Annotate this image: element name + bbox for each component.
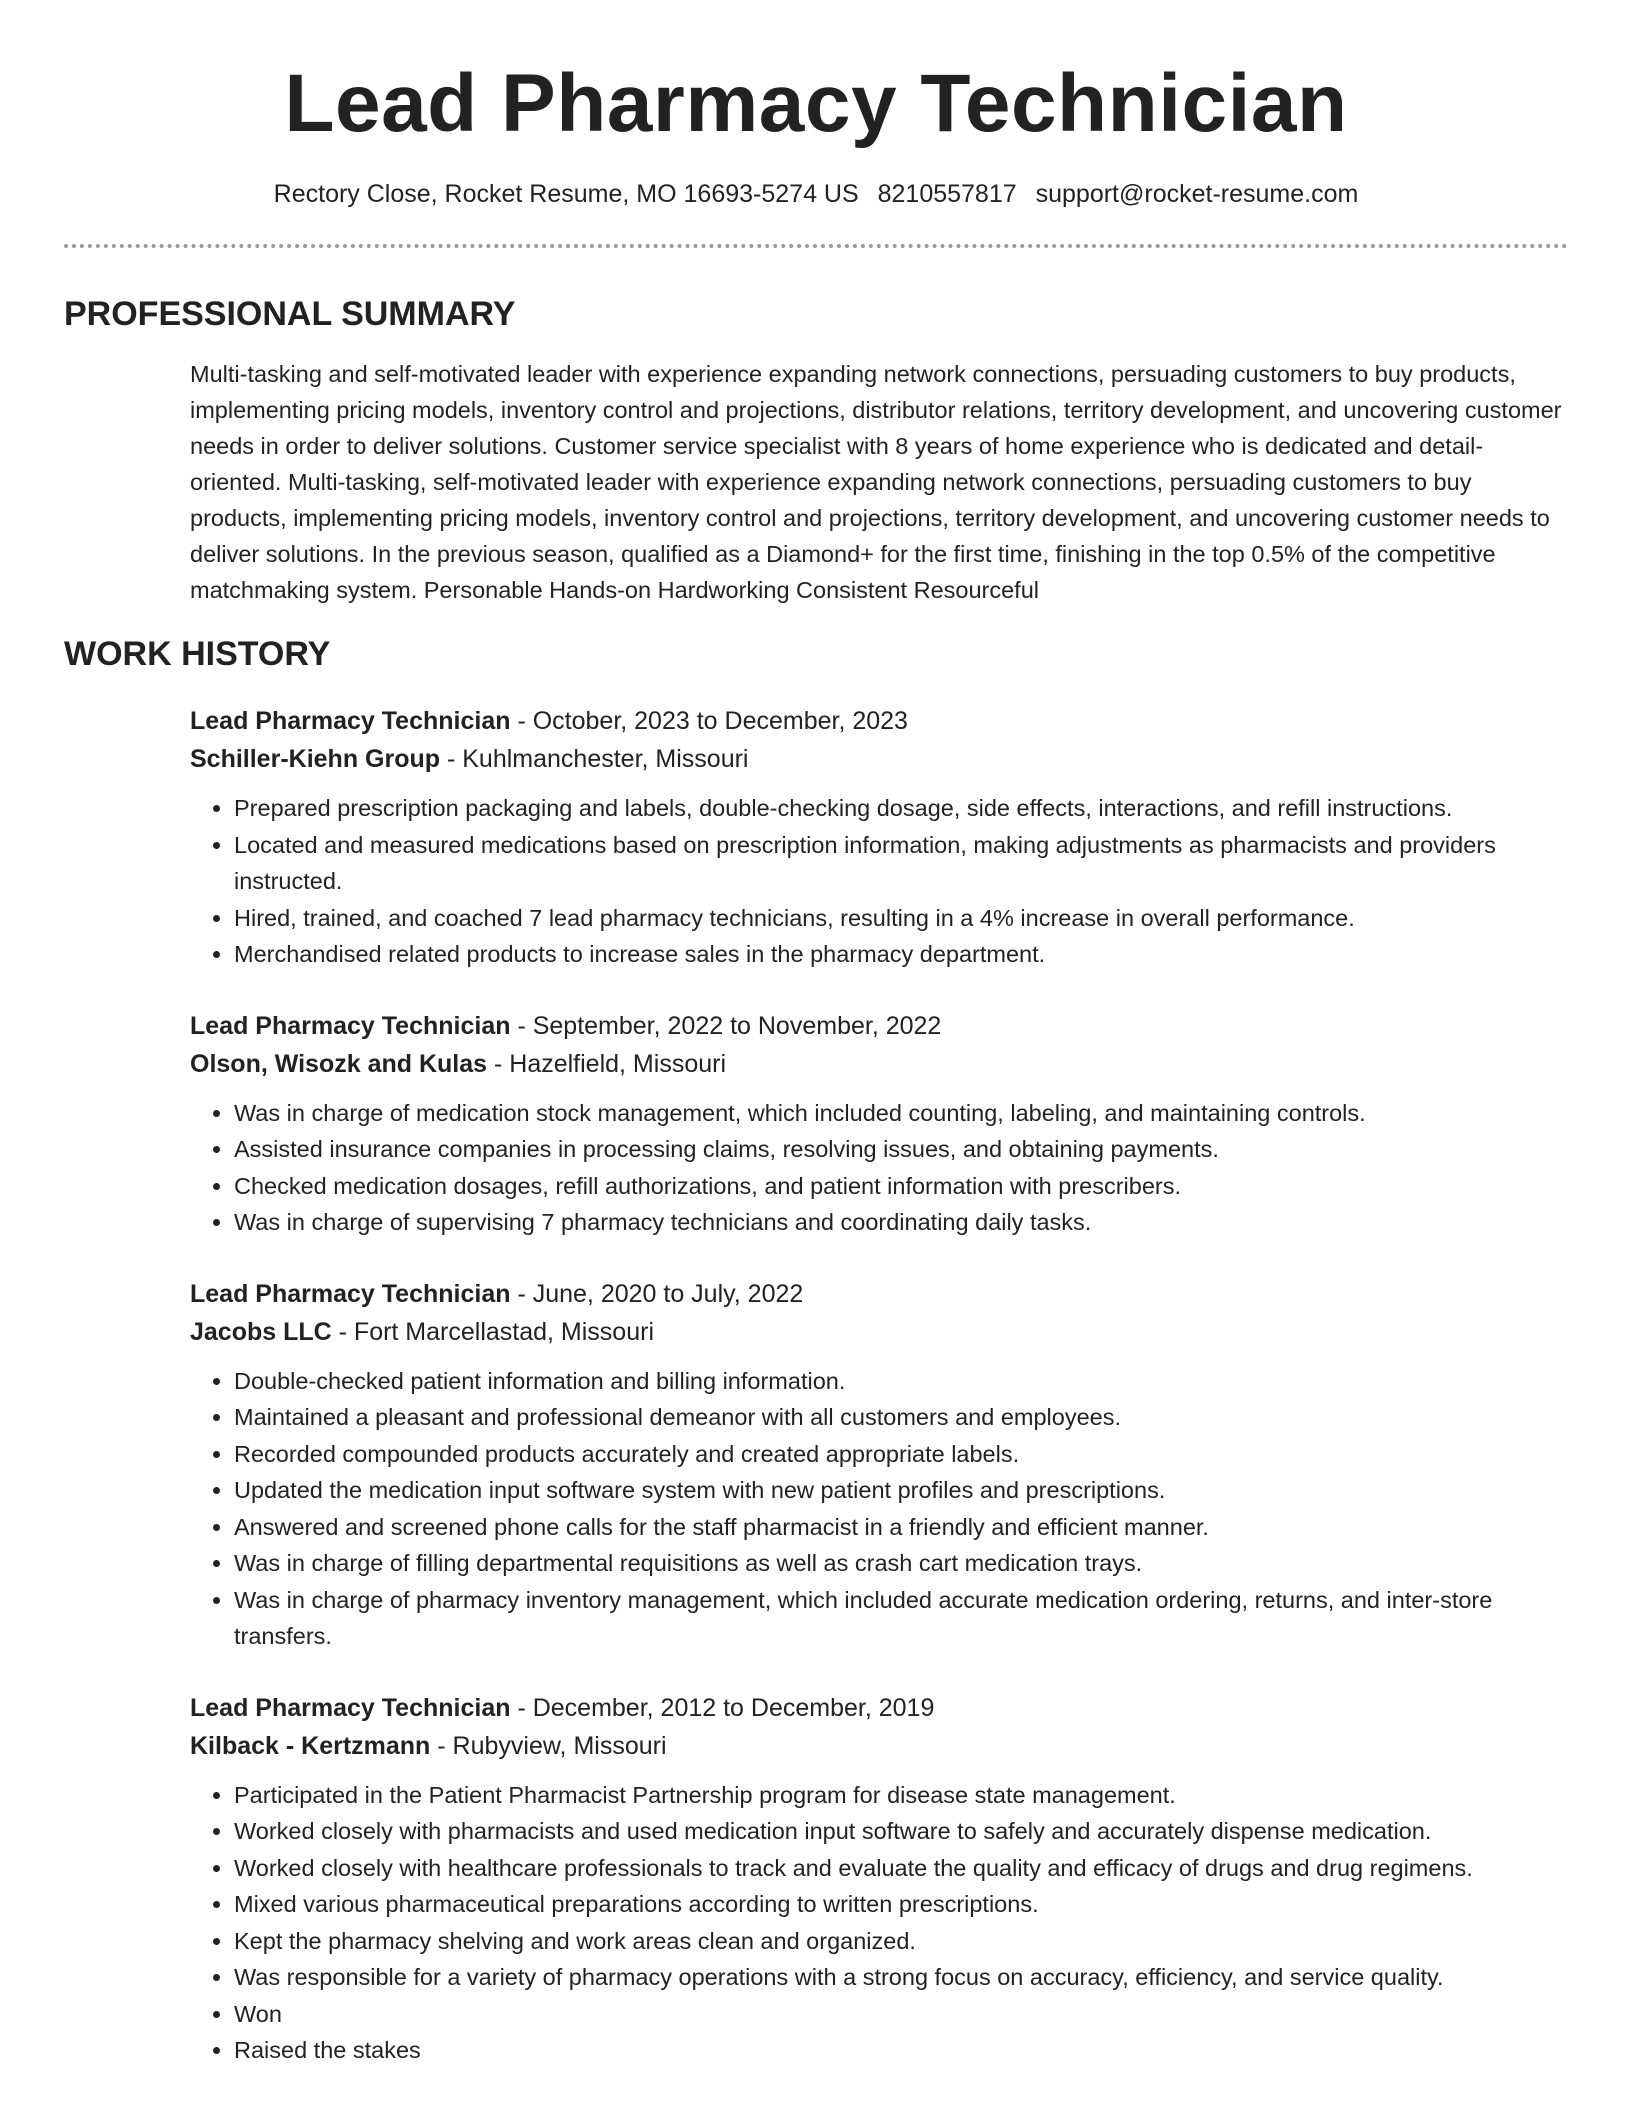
contact-email: support@rocket-resume.com: [1035, 180, 1359, 208]
job-dates: - September, 2022 to November, 2022: [510, 1011, 942, 1040]
job-location: - Fort Marcellastad, Missouri: [331, 1317, 654, 1346]
resume-page: [64, 0, 1568, 2069]
job-bullet: • Kept the pharmacy shelving and work areas clean and organized.: [234, 1923, 1568, 1960]
summary-heading: PROFESSIONAL SUMMARY: [64, 295, 516, 333]
job-bullet: • Mixed various pharmaceutical preparations according to written prescriptions.: [234, 1886, 1568, 1923]
job-bullet: • Participated in the Patient Pharmacist Partnership program for disease state management.: [234, 1777, 1568, 1814]
contact-phone: 8210557817: [877, 180, 1017, 208]
job-bullet: • Located and measured medications based on prescription information, making adjustments as pharmacists and providers instructed.: [234, 827, 1568, 900]
job-company: Schiller-Kiehn Group: [190, 745, 441, 773]
job-title-line: [190, 702, 1568, 740]
work-history-heading: WORK HISTORY: [64, 635, 331, 673]
job-bullet: • Merchandised related products to increase sales in the pharmacy department.: [234, 936, 1568, 973]
job-dates: - December, 2012 to December, 2019: [510, 1693, 935, 1722]
job-bullet: • Was in charge of medication stock management, which included counting, labeling, and maintaining controls.: [234, 1095, 1568, 1132]
contact-address: Rectory Close, Rocket Resume, MO 16693-5274 US: [273, 180, 859, 208]
job-role: Lead Pharmacy Technician: [190, 1011, 511, 1040]
job-bullets: [190, 1777, 1568, 2069]
job-company: Kilback - Kertzmann: [190, 1731, 431, 1760]
job-entry: [190, 702, 1568, 973]
job-bullet: • Recorded compounded products accurately and created appropriate labels.: [234, 1436, 1568, 1473]
job-bullet: • Maintained a pleasant and professional demeanor with all customers and employees.: [234, 1399, 1568, 1436]
job-title-line: [190, 1007, 1568, 1045]
job-entry: [190, 1689, 1568, 2069]
job-company: Jacobs LLC: [190, 1317, 332, 1346]
summary-text: Multi-tasking and self-motivated leader with experience expanding network connections, persuading customers to buy products, implementing pricing models, inventory control and projections, distributor relations, territory development, and uncovering customer needs in order to deliver solutions. Customer service specialist with 8 years of home experience who is dedicated and detail-oriented. Multi-tasking, self-motivated leader with experience expanding network connections, persuading customers to buy products, implementing pricing models, inventory control and projections, territory development, and uncovering customer needs to deliver solutions. In the previous season, qualified as a Diamond+ for the first time, finishing in the top 0.5% of the competitive matchmaking system. Personable Hands-on Hardworking Consistent Resourceful: [190, 361, 1562, 603]
job-bullet: • Was in charge of pharmacy inventory management, which included accurate medication ordering, returns, and inter-store transfers.: [234, 1582, 1568, 1655]
job-bullet: • Checked medication dosages, refill authorizations, and patient information with prescribers.: [234, 1168, 1568, 1205]
job-location: - Hazelfield, Missouri: [487, 1049, 726, 1078]
job-bullet: • Updated the medication input software system with new patient profiles and prescriptions.: [234, 1472, 1568, 1509]
job-role: Lead Pharmacy Technician: [190, 1279, 511, 1308]
job-bullet: • Was in charge of filling departmental requisitions as well as crash cart medication trays.: [234, 1545, 1568, 1582]
job-bullet: • Double-checked patient information and billing information.: [234, 1363, 1568, 1400]
job-bullet: • Prepared prescription packaging and labels, double-checking dosage, side effects, interactions, and refill instructions.: [234, 790, 1568, 827]
job-bullet: • Raised the stakes: [234, 2032, 1568, 2069]
job-company-line: [190, 1313, 1568, 1351]
job-bullets: [190, 790, 1568, 973]
job-title-line: [190, 1689, 1568, 1727]
job-role: Lead Pharmacy Technician: [190, 707, 511, 735]
contact-line: [64, 178, 1568, 210]
job-bullet: • Was responsible for a variety of pharmacy operations with a strong focus on accuracy, efficiency, and service quality.: [234, 1959, 1568, 1996]
job-bullet: • Hired, trained, and coached 7 lead pharmacy technicians, resulting in a 4% increase in overall performance.: [234, 900, 1568, 937]
job-location: - Kuhlmanchester, Missouri: [440, 745, 749, 773]
job-bullet: • Answered and screened phone calls for the staff pharmacist in a friendly and efficient manner.: [234, 1509, 1568, 1546]
job-bullet: • Assisted insurance companies in processing claims, resolving issues, and obtaining payments.: [234, 1131, 1568, 1168]
job-bullets: [190, 1095, 1568, 1241]
job-title-line: [190, 1275, 1568, 1313]
job-bullet: • Worked closely with healthcare professionals to track and evaluate the quality and efficacy of drugs and drug regimens.: [234, 1850, 1568, 1887]
job-dates: - June, 2020 to July, 2022: [510, 1279, 804, 1308]
job-bullet: • Won: [234, 1996, 1568, 2033]
header-divider: [64, 244, 1568, 248]
job-bullets: [190, 1363, 1568, 1655]
job-company-line: [190, 1727, 1568, 1765]
job-location: - Rubyview, Missouri: [430, 1731, 667, 1760]
job-entry: [190, 1007, 1568, 1241]
job-bullet: • Worked closely with pharmacists and used medication input software to safely and accurately dispense medication.: [234, 1813, 1568, 1850]
candidate-name: Lead Pharmacy Technician: [284, 58, 1348, 149]
job-company-line: [190, 740, 1568, 778]
job-company: Olson, Wisozk and Kulas: [190, 1049, 488, 1078]
job-entry: [190, 1275, 1568, 1655]
work-history-list: [190, 702, 1568, 2069]
job-company-line: [190, 1045, 1568, 1083]
job-dates: - October, 2023 to December, 2023: [510, 707, 908, 735]
job-bullet: • Was in charge of supervising 7 pharmacy technicians and coordinating daily tasks.: [234, 1204, 1568, 1241]
job-role: Lead Pharmacy Technician: [190, 1693, 511, 1722]
